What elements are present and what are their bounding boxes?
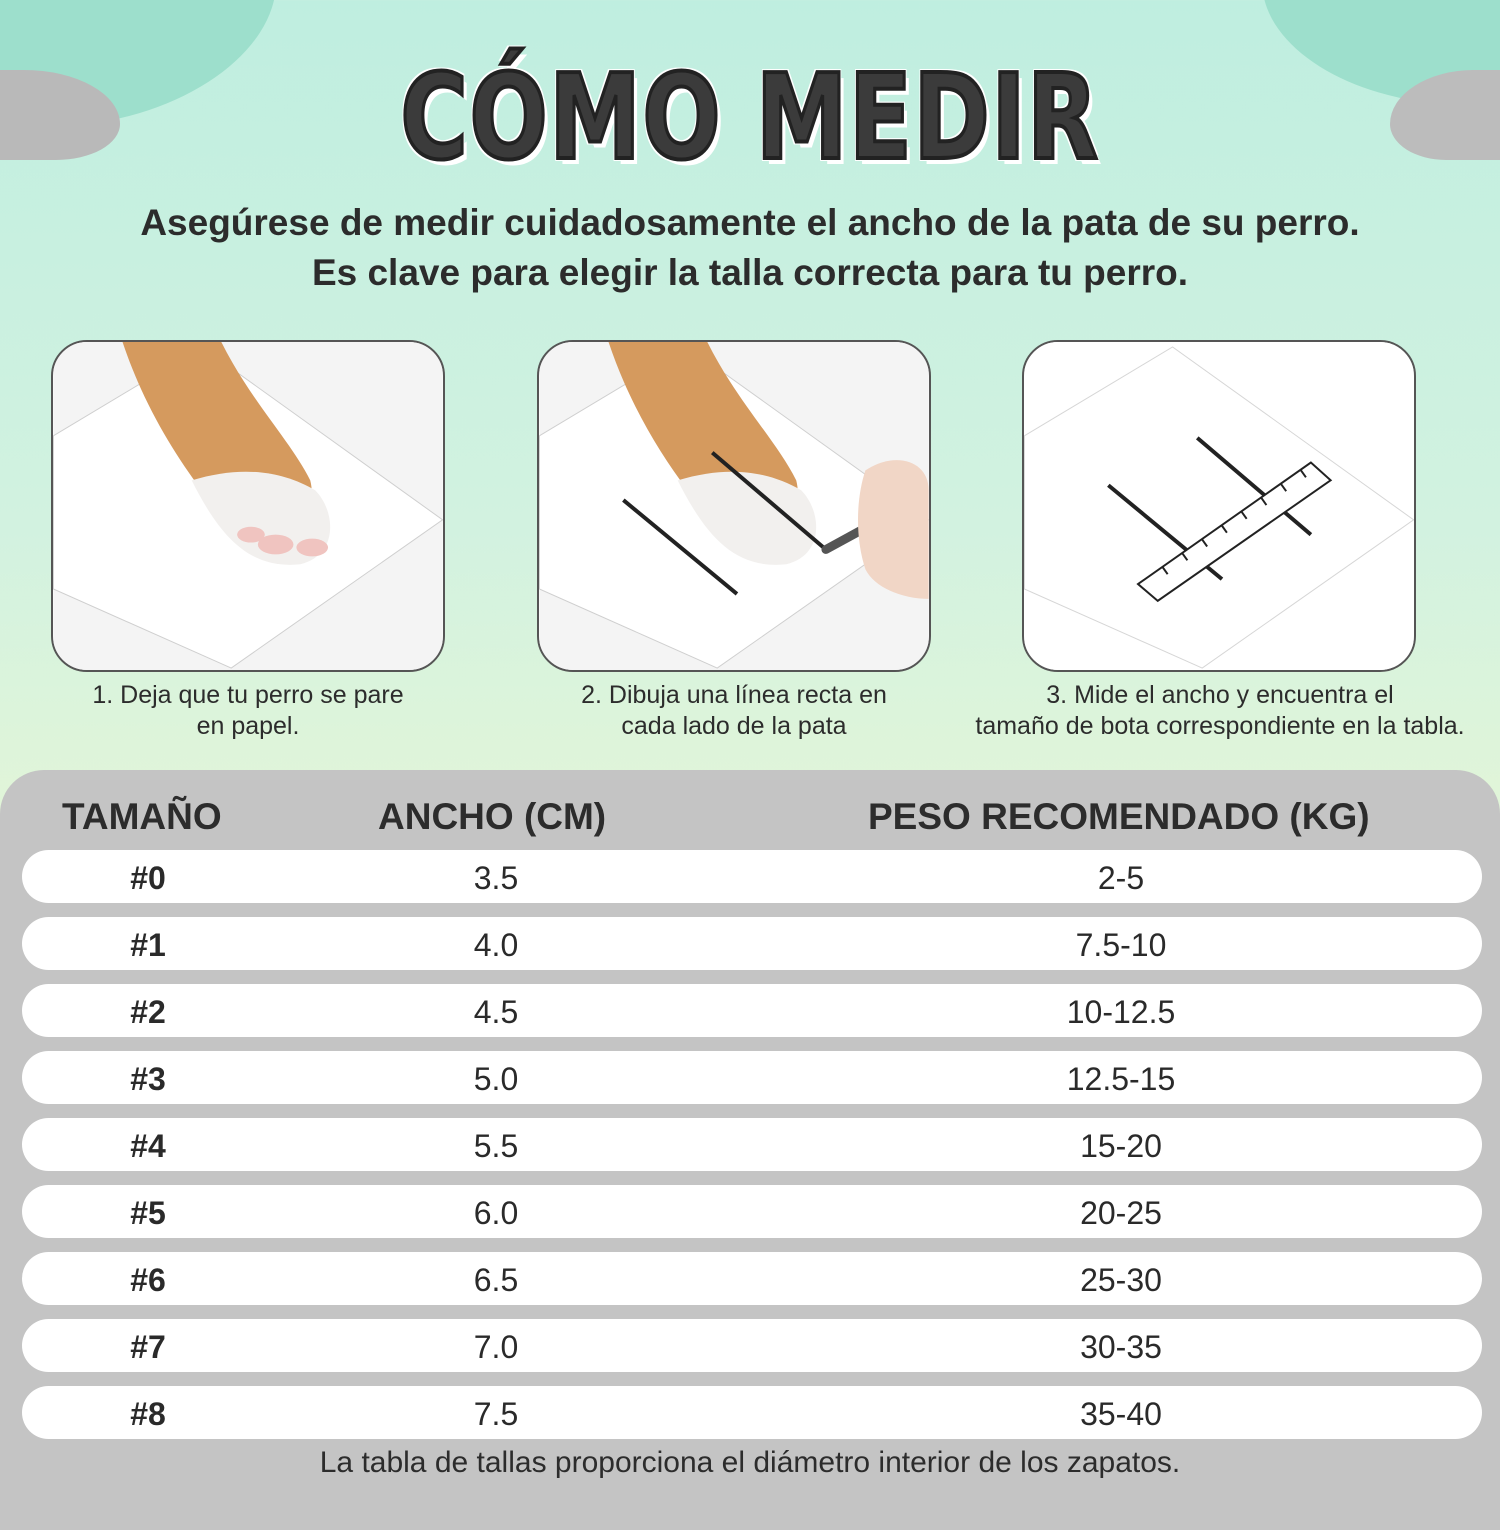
header-width: ANCHO (CM): [378, 796, 607, 837]
cell-size: #4: [130, 1128, 166, 1164]
page-title: CÓMO MEDIR: [400, 48, 1100, 186]
cell-weight: 2-5: [1097, 860, 1145, 896]
table-row: [22, 984, 1482, 1037]
cell-weight: 10-12.5: [1066, 994, 1176, 1030]
cell-weight: 25-30: [1080, 1262, 1162, 1298]
cell-weight: 20-25: [1080, 1195, 1162, 1231]
cell-weight: 15-20: [1080, 1128, 1162, 1164]
cell-width: 4.0: [473, 927, 519, 963]
ruler-measuring-illustration: [1024, 342, 1414, 670]
table-row: [22, 1252, 1482, 1305]
table-footnote: La tabla de tallas proporciona el diámetro interior de los zapatos.: [319, 1446, 1181, 1479]
cell-width: 3.5: [473, 860, 519, 896]
table-row: [22, 1386, 1482, 1439]
step-2-caption-line-1: 2. Dibuja una línea recta en: [581, 681, 887, 709]
step-2-caption: [534, 680, 934, 742]
step-1-image: [51, 340, 445, 672]
paw-on-paper-illustration: [53, 342, 443, 670]
step-2-image: [537, 340, 931, 672]
cell-weight: 35-40: [1080, 1396, 1162, 1432]
step-1-caption: [48, 680, 448, 742]
cell-size: #5: [130, 1195, 166, 1231]
cell-width: 6.5: [473, 1262, 519, 1298]
step-1-caption-line-1: 1. Deja que tu perro se pare: [92, 681, 404, 709]
cell-weight: 7.5-10: [1075, 927, 1167, 963]
size-table-rows: [22, 850, 1482, 1453]
cell-size: #3: [130, 1061, 166, 1097]
cell-size: #2: [130, 994, 166, 1030]
table-header: [0, 796, 1500, 840]
step-2-caption-line-2: cada lado de la pata: [621, 712, 847, 740]
table-row: [22, 917, 1482, 970]
cell-size: #6: [130, 1262, 166, 1298]
cell-weight: 12.5-15: [1066, 1061, 1176, 1097]
subtitle-line-1: Asegúrese de medir cuidadosamente el ancho de la pata de su perro.: [140, 202, 1360, 243]
table-row: [22, 1051, 1482, 1104]
cell-size: #7: [130, 1329, 166, 1365]
step-3-caption: [940, 680, 1500, 742]
header-size: TAMAÑO: [62, 796, 222, 837]
cell-width: 6.0: [473, 1195, 519, 1231]
table-row: [22, 850, 1482, 903]
step-1-caption-line-2: en papel.: [196, 712, 300, 740]
table-row: [22, 1319, 1482, 1372]
cell-width: 5.0: [473, 1061, 519, 1097]
cell-size: #0: [130, 860, 166, 896]
cell-width: 5.5: [473, 1128, 519, 1164]
step-3-caption-line-2: tamaño de bota correspondiente en la tabla.: [975, 712, 1465, 740]
cell-width: 7.0: [473, 1329, 519, 1365]
cell-weight: 30-35: [1080, 1329, 1162, 1365]
cell-width: 4.5: [473, 994, 519, 1030]
header-weight: PESO RECOMENDADO (KG): [868, 796, 1370, 837]
table-row: [22, 1185, 1482, 1238]
step-3-image: [1022, 340, 1416, 672]
cell-size: #8: [130, 1396, 166, 1432]
cell-width: 7.5: [473, 1396, 519, 1432]
subtitle-line-2: Es clave para elegir la talla correcta para tu perro.: [311, 252, 1189, 293]
cell-size: #1: [130, 927, 166, 963]
table-row: [22, 1118, 1482, 1171]
step-3-caption-line-1: 3. Mide el ancho y encuentra el: [1046, 681, 1394, 709]
drawing-lines-illustration: [539, 342, 929, 670]
